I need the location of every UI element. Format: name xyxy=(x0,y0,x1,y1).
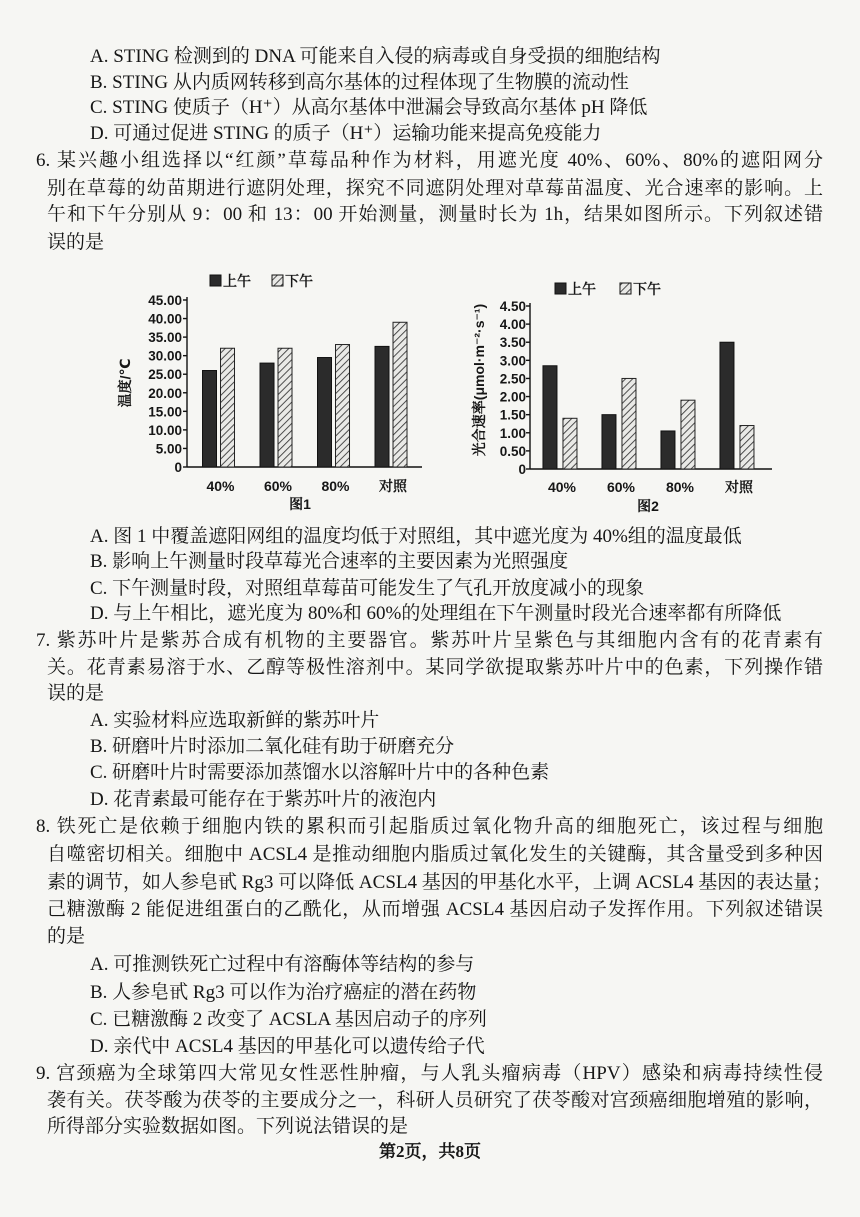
q6-option-d: D. 与上午相比，遮光度为 80%和 60%的处理组在下午测量时段光合速率都有所降低 xyxy=(90,603,782,624)
fig2-y-tick-label: 0.50 xyxy=(499,443,526,459)
fig2-bar-series-2-category-4 xyxy=(740,426,754,469)
fig1-bar-series-2-category-4 xyxy=(393,322,407,467)
q8-option-b: B. 人参皂甙 Rg3 可以作为治疗癌症的潜在药物 xyxy=(90,982,477,1003)
fig2-category-label: 80% xyxy=(665,479,694,495)
fig2-bar-series-2-category-3 xyxy=(681,400,695,469)
q6-option-c: C. 下午测量时段，对照组草莓苗可能发生了气孔开放度减小的现象 xyxy=(90,578,645,599)
q6-stem-line-4: 误的是 xyxy=(47,232,105,253)
fig1-y-tick-label: 15.00 xyxy=(148,404,182,420)
fig2-bar-series-1-category-3 xyxy=(661,431,675,469)
q7-option-b: B. 研磨叶片时添加二氧化硅有助于研磨充分 xyxy=(90,736,455,757)
q5-option-a: A. STING 检测到的 DNA 可能来自入侵的病毒或自身受损的细胞结构 xyxy=(90,46,661,67)
fig1-y-tick-label: 5.00 xyxy=(155,441,182,457)
fig1-y-tick-label: 35.00 xyxy=(148,330,182,346)
fig1-y-axis-title: 温度/℃ xyxy=(117,358,133,408)
q5-option-d: D. 可通过促进 STING 的质子（H⁺）运输功能来提高免疫能力 xyxy=(90,123,602,144)
figure-1 xyxy=(100,268,440,518)
q7-stem-line-3: 误的是 xyxy=(47,683,105,704)
page-number-footer: 第2页，共8页 xyxy=(379,1142,481,1161)
q8-option-a: A. 可推测铁死亡过程中有溶酶体等结构的参与 xyxy=(90,954,475,975)
fig1-caption: 图1 xyxy=(289,496,311,512)
fig2-legend-label-2: 下午 xyxy=(633,281,661,297)
fig2-y-tick-label: 3.00 xyxy=(499,353,526,369)
fig2-legend-swatch-2 xyxy=(620,283,631,294)
q8-stem-line-1: 8. 铁死亡是依赖于细胞内铁的累积而引起脂质过氧化物升高的细胞死亡，该过程与细胞 xyxy=(36,816,823,837)
fig1-bar-series-1-category-4 xyxy=(375,346,389,467)
q7-option-a: A. 实验材料应选取新鲜的紫苏叶片 xyxy=(90,710,380,731)
q6-option-b: B. 影响上午测量时段草莓光合速率的主要因素为光照强度 xyxy=(90,551,569,572)
fig2-y-tick-label: 4.50 xyxy=(499,299,526,314)
fig1-bar-series-2-category-2 xyxy=(278,348,292,467)
q6-stem-line-3: 午和下午分别从 9：00 和 13：00 开始测量，测量时长为 1h，结果如图所示。下列叙述错 xyxy=(47,204,823,225)
q6-stem-line-2: 别在草莓的幼苗期进行遮阴处理，探究不同遮阴处理对草莓苗温度、光合速率的影响。上 xyxy=(47,178,823,199)
fig2-y-tick-label: 1.50 xyxy=(499,407,526,423)
q5-option-c: C. STING 使质子（H⁺）从高尔基体中泄漏会导致高尔基体 pH 降低 xyxy=(90,97,648,118)
figure-2 xyxy=(460,268,800,518)
q8-option-c: C. 已糖激酶 2 改变了 ACSLA 基因启动子的序列 xyxy=(90,1009,487,1030)
fig2-legend-label-1: 上午 xyxy=(568,281,596,297)
figure-2-photosynthesis-bar-chart xyxy=(460,268,800,518)
figure-1-temperature-bar-chart xyxy=(100,268,440,518)
fig2-bar-series-2-category-2 xyxy=(622,378,636,469)
fig2-y-tick-label: 2.50 xyxy=(499,371,526,387)
fig2-category-label: 40% xyxy=(547,479,576,495)
q7-stem-line-2: 关。花青素易溶于水、乙醇等极性溶剂中。某同学欲提取紫苏叶片中的色素，下列操作错 xyxy=(47,657,823,678)
fig1-y-tick-label: 10.00 xyxy=(148,422,182,438)
fig2-legend-swatch-1 xyxy=(555,283,566,294)
fig1-category-label: 40% xyxy=(206,478,235,494)
fig1-y-tick-label: 0 xyxy=(174,460,182,475)
q8-option-d: D. 亲代中 ACSL4 基因的甲基化可以遗传给子代 xyxy=(90,1036,485,1057)
fig1-category-label: 60% xyxy=(263,478,293,494)
fig1-y-tick-label: 40.00 xyxy=(148,311,182,327)
fig1-bar-series-1-category-2 xyxy=(260,363,274,467)
fig1-bar-series-1-category-1 xyxy=(203,371,217,467)
fig1-legend-swatch-2 xyxy=(272,275,283,286)
fig2-bar-series-2-category-1 xyxy=(563,418,577,469)
q8-stem-line-3: 素的调节，如人参皂甙 Rg3 可以降低 ACSL4 基因的甲基化水平，上调 ACSL4 基因的表达量； xyxy=(47,872,832,893)
q6-stem-line-1: 6. 某兴趣小组选择以“红颜”草莓品种作为材料，用遮光度 40%、60%、80%的遮阳网分 xyxy=(36,150,823,171)
fig1-plot-area xyxy=(117,273,422,512)
fig2-y-tick-label: 1.00 xyxy=(499,425,526,441)
fig2-category-label: 对照 xyxy=(724,479,753,495)
q7-stem-line-1: 7. 紫苏叶片是紫苏合成有机物的主要器官。紫苏叶片呈紫色与其细胞内含有的花青素有 xyxy=(36,630,823,651)
q6-option-a: A. 图 1 中覆盖遮阳网组的温度均低于对照组，其中遮光度为 40%组的温度最低 xyxy=(90,526,742,547)
q9-stem-line-2: 袭有关。茯苓酸为茯苓的主要成分之一，科研人员研究了茯苓酸对宫颈癌细胞增殖的影响， xyxy=(47,1090,823,1111)
fig2-y-tick-label: 3.50 xyxy=(499,335,526,351)
fig2-y-tick-label: 2.00 xyxy=(499,389,526,405)
fig1-category-label: 对照 xyxy=(379,478,408,494)
fig1-bar-series-2-category-3 xyxy=(336,345,350,467)
q8-stem-line-2: 自噬密切相关。细胞中 ACSL4 是推动细胞内脂质过氧化发生的关键酶，其含量受到多种因 xyxy=(47,844,823,865)
fig1-legend-label-2: 下午 xyxy=(285,273,313,289)
fig1-legend-swatch-1 xyxy=(210,275,221,286)
fig2-caption: 图2 xyxy=(637,498,659,514)
fig2-y-tick-label: 4.00 xyxy=(499,317,526,333)
fig2-bar-series-1-category-4 xyxy=(720,342,734,469)
fig1-category-label: 80% xyxy=(321,478,350,494)
q8-stem-line-5: 的是 xyxy=(47,926,86,947)
fig1-legend-label-1: 上午 xyxy=(223,273,251,289)
fig2-category-label: 60% xyxy=(606,479,635,495)
fig2-y-axis-title: 光合速率(μmol·m⁻²·s⁻¹) xyxy=(471,303,487,457)
fig1-y-tick-label: 30.00 xyxy=(148,348,182,364)
q9-stem-line-1: 9. 宫颈癌为全球第四大常见女性恶性肿瘤，与人乳头瘤病毒（HPV）感染和病毒持续性侵 xyxy=(36,1063,823,1084)
fig1-y-tick-label: 45.00 xyxy=(148,293,182,308)
fig2-bar-series-1-category-2 xyxy=(602,415,616,469)
q7-option-d: D. 花青素最可能存在于紫苏叶片的液泡内 xyxy=(90,789,437,810)
fig1-bar-series-1-category-3 xyxy=(318,358,332,467)
fig2-y-tick-label: 0 xyxy=(518,462,526,477)
fig1-y-tick-label: 25.00 xyxy=(148,367,182,383)
q5-option-b: B. STING 从内质网转移到高尔基体的过程体现了生物膜的流动性 xyxy=(90,72,629,93)
q8-stem-line-4: 己糖激酶 2 能促进组蛋白的乙酰化，从而增强 ACSL4 基因启动子发挥作用。下列叙述错误 xyxy=(47,899,823,920)
fig1-bar-series-2-category-1 xyxy=(221,348,235,467)
q9-stem-line-3: 所得部分实验数据如图。下列说法错误的是 xyxy=(47,1116,409,1137)
fig1-y-tick-label: 20.00 xyxy=(148,385,182,401)
q7-option-c: C. 研磨叶片时需要添加蒸馏水以溶解叶片中的各种色素 xyxy=(90,762,550,783)
fig2-bar-series-1-category-1 xyxy=(543,366,557,469)
fig2-plot-area xyxy=(471,281,772,514)
